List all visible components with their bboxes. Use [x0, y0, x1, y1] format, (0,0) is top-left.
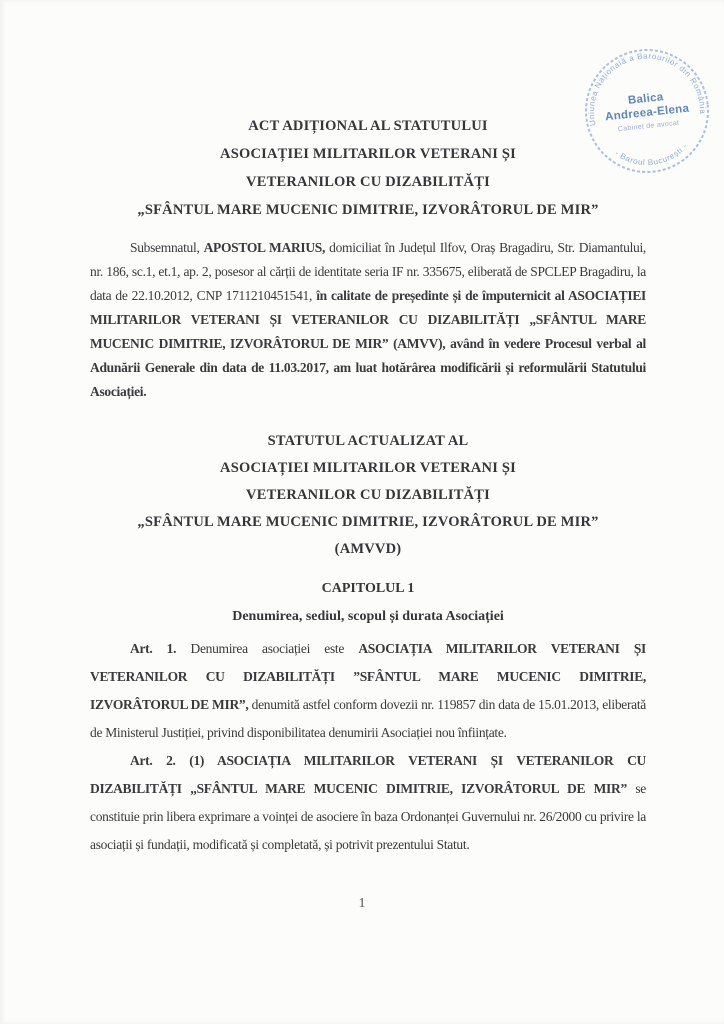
heading-line: VETERANILOR CU DIZABILITĂȚI	[246, 487, 490, 503]
stamp-name-line1: Balica	[627, 91, 665, 107]
bold-text-segment: în calitate de președinte și de împuternicit al ASOCIAȚIEI MILITARILOR VETERANI ȘI VETERANILOR CU DIZABILITĂȚI „SFÂNTUL MARE MUCENIC DIMITRIE, IZVORÂTORUL DE MIR” (AMVV), având în vedere Procesul verbal al Adunării Generale din data de 11.03.2017, am luat hotărârea modificării și reformulării Statutului Asociației.	[90, 288, 646, 399]
article-2-paragraph	[90, 747, 646, 859]
heading-line: VETERANILOR CU DIZABILITĂȚI	[246, 174, 490, 190]
heading-line: „SFÂNTUL MARE MUCENIC DIMITRIE, IZVORÂTORUL DE MIR”	[137, 514, 599, 530]
heading-line: „SFÂNTUL MARE MUCENIC DIMITRIE, IZVORÂTORUL DE MIR”	[137, 202, 599, 218]
heading-line: ACT ADIȚIONAL AL STATUTULUI	[248, 118, 488, 134]
text-segment: domiciliat în Județul Ilfov, Oraș Bragadiru, Str. Diamantului, nr. 186, sc.1, et.1, ap. 2, posesor al cărții de identitate seria IF nr. 335675, eliberată de SPCLEP Bragadiru, la data de 22.10.2012, CNP 1711210451541,	[90, 240, 646, 303]
intro-paragraph	[90, 236, 646, 404]
chapter-title: CAPITOLUL 1	[321, 581, 415, 596]
text-segment: Subsemnatul,	[130, 240, 204, 255]
heading-line: ASOCIAȚIEI MILITARILOR VETERANI ȘI	[220, 146, 516, 162]
text-segment: se constituie prin libera exprimare a voinței de asociere în baza Ordonanței Guvernului nr. 26/2000 cu privire la asociații și fundații, modificată și completată, și potrivit prezentului Statut.	[90, 781, 646, 852]
page-number: 1	[358, 896, 366, 911]
stamp-name-line2: Andreea-Elena	[604, 102, 690, 124]
bold-text-segment: APOSTOL MARIUS,	[203, 240, 326, 255]
statute-title	[90, 428, 646, 563]
stamp-subtitle: Cabinet de avocat	[617, 119, 680, 134]
heading-line: (AMVVD)	[334, 541, 402, 557]
document-title	[90, 112, 646, 224]
text-segment: Denumirea asociației este	[176, 641, 359, 656]
chapter-heading	[90, 575, 646, 631]
bold-text-segment: ASOCIAȚIA MILITARILOR VETERANI ȘI VETERANILOR CU DIZABILITĂȚI ”SFÂNTUL MARE MUCENIC DIMITRIE, IZVORÂTORUL DE MIR”,	[90, 641, 646, 712]
chapter-subtitle: Denumirea, sediul, scopul și durata Asociației	[232, 609, 504, 624]
articles-section	[90, 635, 646, 859]
heading-line: STATUTUL ACTUALIZAT AL	[267, 433, 469, 449]
bold-text-segment: Art. 2. (1) ASOCIAȚIA MILITARILOR VETERANI ȘI VETERANILOR CU DIZABILITĂȚI „SFÂNTUL MARE MUCENIC DIMITRIE, IZVORÂTORUL DE MIR”	[90, 753, 646, 796]
heading-line: ASOCIAȚIEI MILITARILOR VETERANI ȘI	[220, 460, 516, 476]
document-content	[90, 0, 646, 859]
text-segment: denumită astfel conform dovezii nr. 119857 din data de 15.01.2013, eliberată de Ministerul Justiției, privind disponibilitatea denumirii Asociației nou înființate.	[90, 697, 646, 740]
stamp-ring-text-top: Uniunea Națională a Barourilor din România	[587, 51, 708, 127]
stamp-ring-text-bottom: - Baroul București -	[613, 141, 690, 168]
article-1-paragraph	[90, 635, 646, 747]
bold-text-segment: Art. 1.	[130, 641, 177, 656]
